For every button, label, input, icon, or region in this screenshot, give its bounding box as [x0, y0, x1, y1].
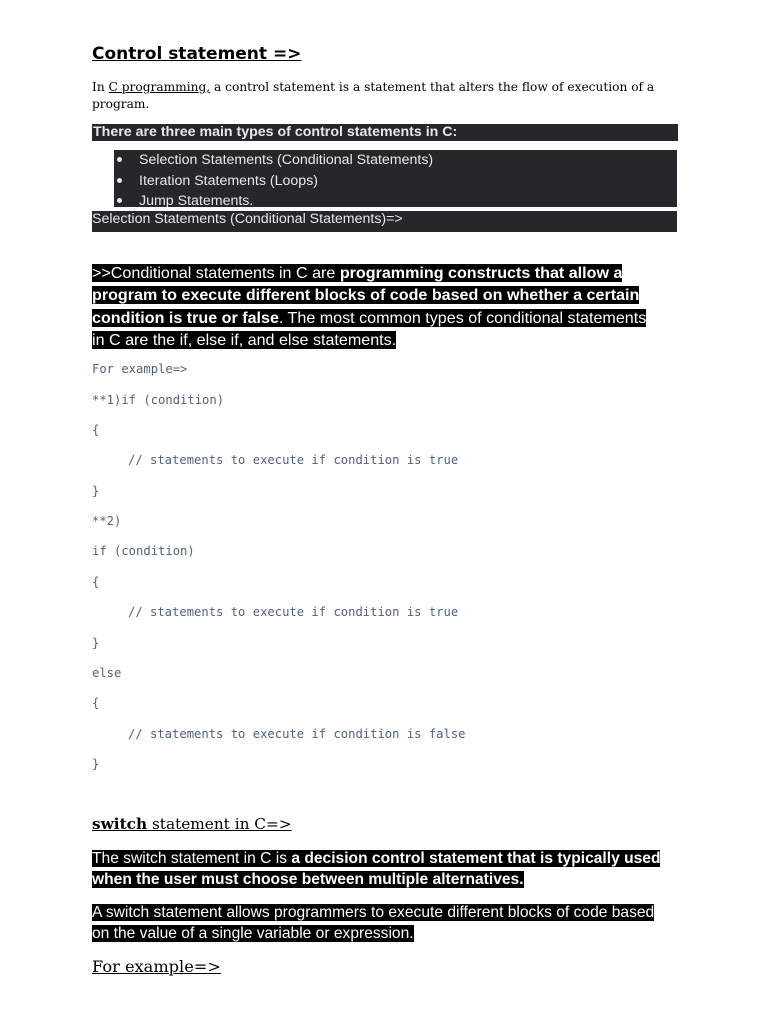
switch-heading [92, 815, 292, 833]
intro-text: a control statement is a statement that alters the flow of execution of a program. [92, 80, 655, 111]
intro-paragraph [92, 79, 672, 113]
code-comment: // statements to execute if condition is true [128, 453, 459, 467]
code-line: else [92, 666, 122, 680]
switch-heading-rest: statement in C=> [147, 815, 292, 833]
c-programming-link[interactable]: C programming, [108, 80, 211, 94]
switch-paragraph-2 [92, 902, 667, 944]
list-item [114, 191, 677, 207]
switch-keyword: switch [92, 815, 148, 833]
switch-para2: A switch statement allows programmers to execute different blocks of code based on the value of a single variable or expression. [92, 904, 655, 942]
conditional-prefix: >>Conditional statements in C are [92, 264, 340, 282]
intro-prefix: In [92, 80, 109, 94]
page-title: Control statement => [92, 44, 302, 64]
conditional-bold: programming constructs that allow a program to execute different blocks of code based on whether a certain condition is true or false [92, 264, 640, 327]
switch-for-example: For example=> [92, 957, 221, 976]
list-item [114, 171, 677, 192]
code-line: } [92, 484, 100, 498]
code-line: } [92, 636, 100, 650]
selection-statements-heading: Selection Statements (Conditional Statements)=> [92, 211, 677, 232]
bullet-icon [117, 198, 122, 203]
bullet-icon [117, 178, 122, 183]
code-line: **2) [92, 514, 122, 528]
code-line: { [92, 423, 100, 437]
code-comment: // statements to execute if condition is true [128, 605, 459, 619]
code-line: { [92, 575, 100, 589]
code-line: { [92, 696, 100, 710]
conditional-statements-paragraph [92, 262, 658, 351]
list-item-text: Jump Statements. [139, 193, 254, 207]
code-line: For example=> [92, 362, 188, 376]
code-line: } [92, 757, 100, 771]
list-item-text: Selection Statements (Conditional Statements) [139, 152, 434, 168]
control-types-heading: There are three main types of control statements in C: [92, 124, 678, 141]
switch-para1-bold: a decision control statement that is typically used when the user must choose between multiple alternatives. [92, 850, 661, 888]
code-line: if (condition) [92, 544, 195, 558]
switch-para1-prefix: The switch statement in C is [92, 850, 292, 867]
list-item [114, 150, 677, 171]
control-types-list [114, 150, 677, 207]
code-comment: // statements to execute if condition is false [128, 727, 466, 741]
switch-paragraph-1 [92, 848, 667, 890]
code-line: **1)if (condition) [92, 393, 225, 407]
conditional-rest: . The most common types of conditional statements in C are the if, else if, and else statements. [92, 308, 647, 349]
list-item-text: Iteration Statements (Loops) [139, 172, 319, 189]
bullet-icon [117, 157, 122, 162]
